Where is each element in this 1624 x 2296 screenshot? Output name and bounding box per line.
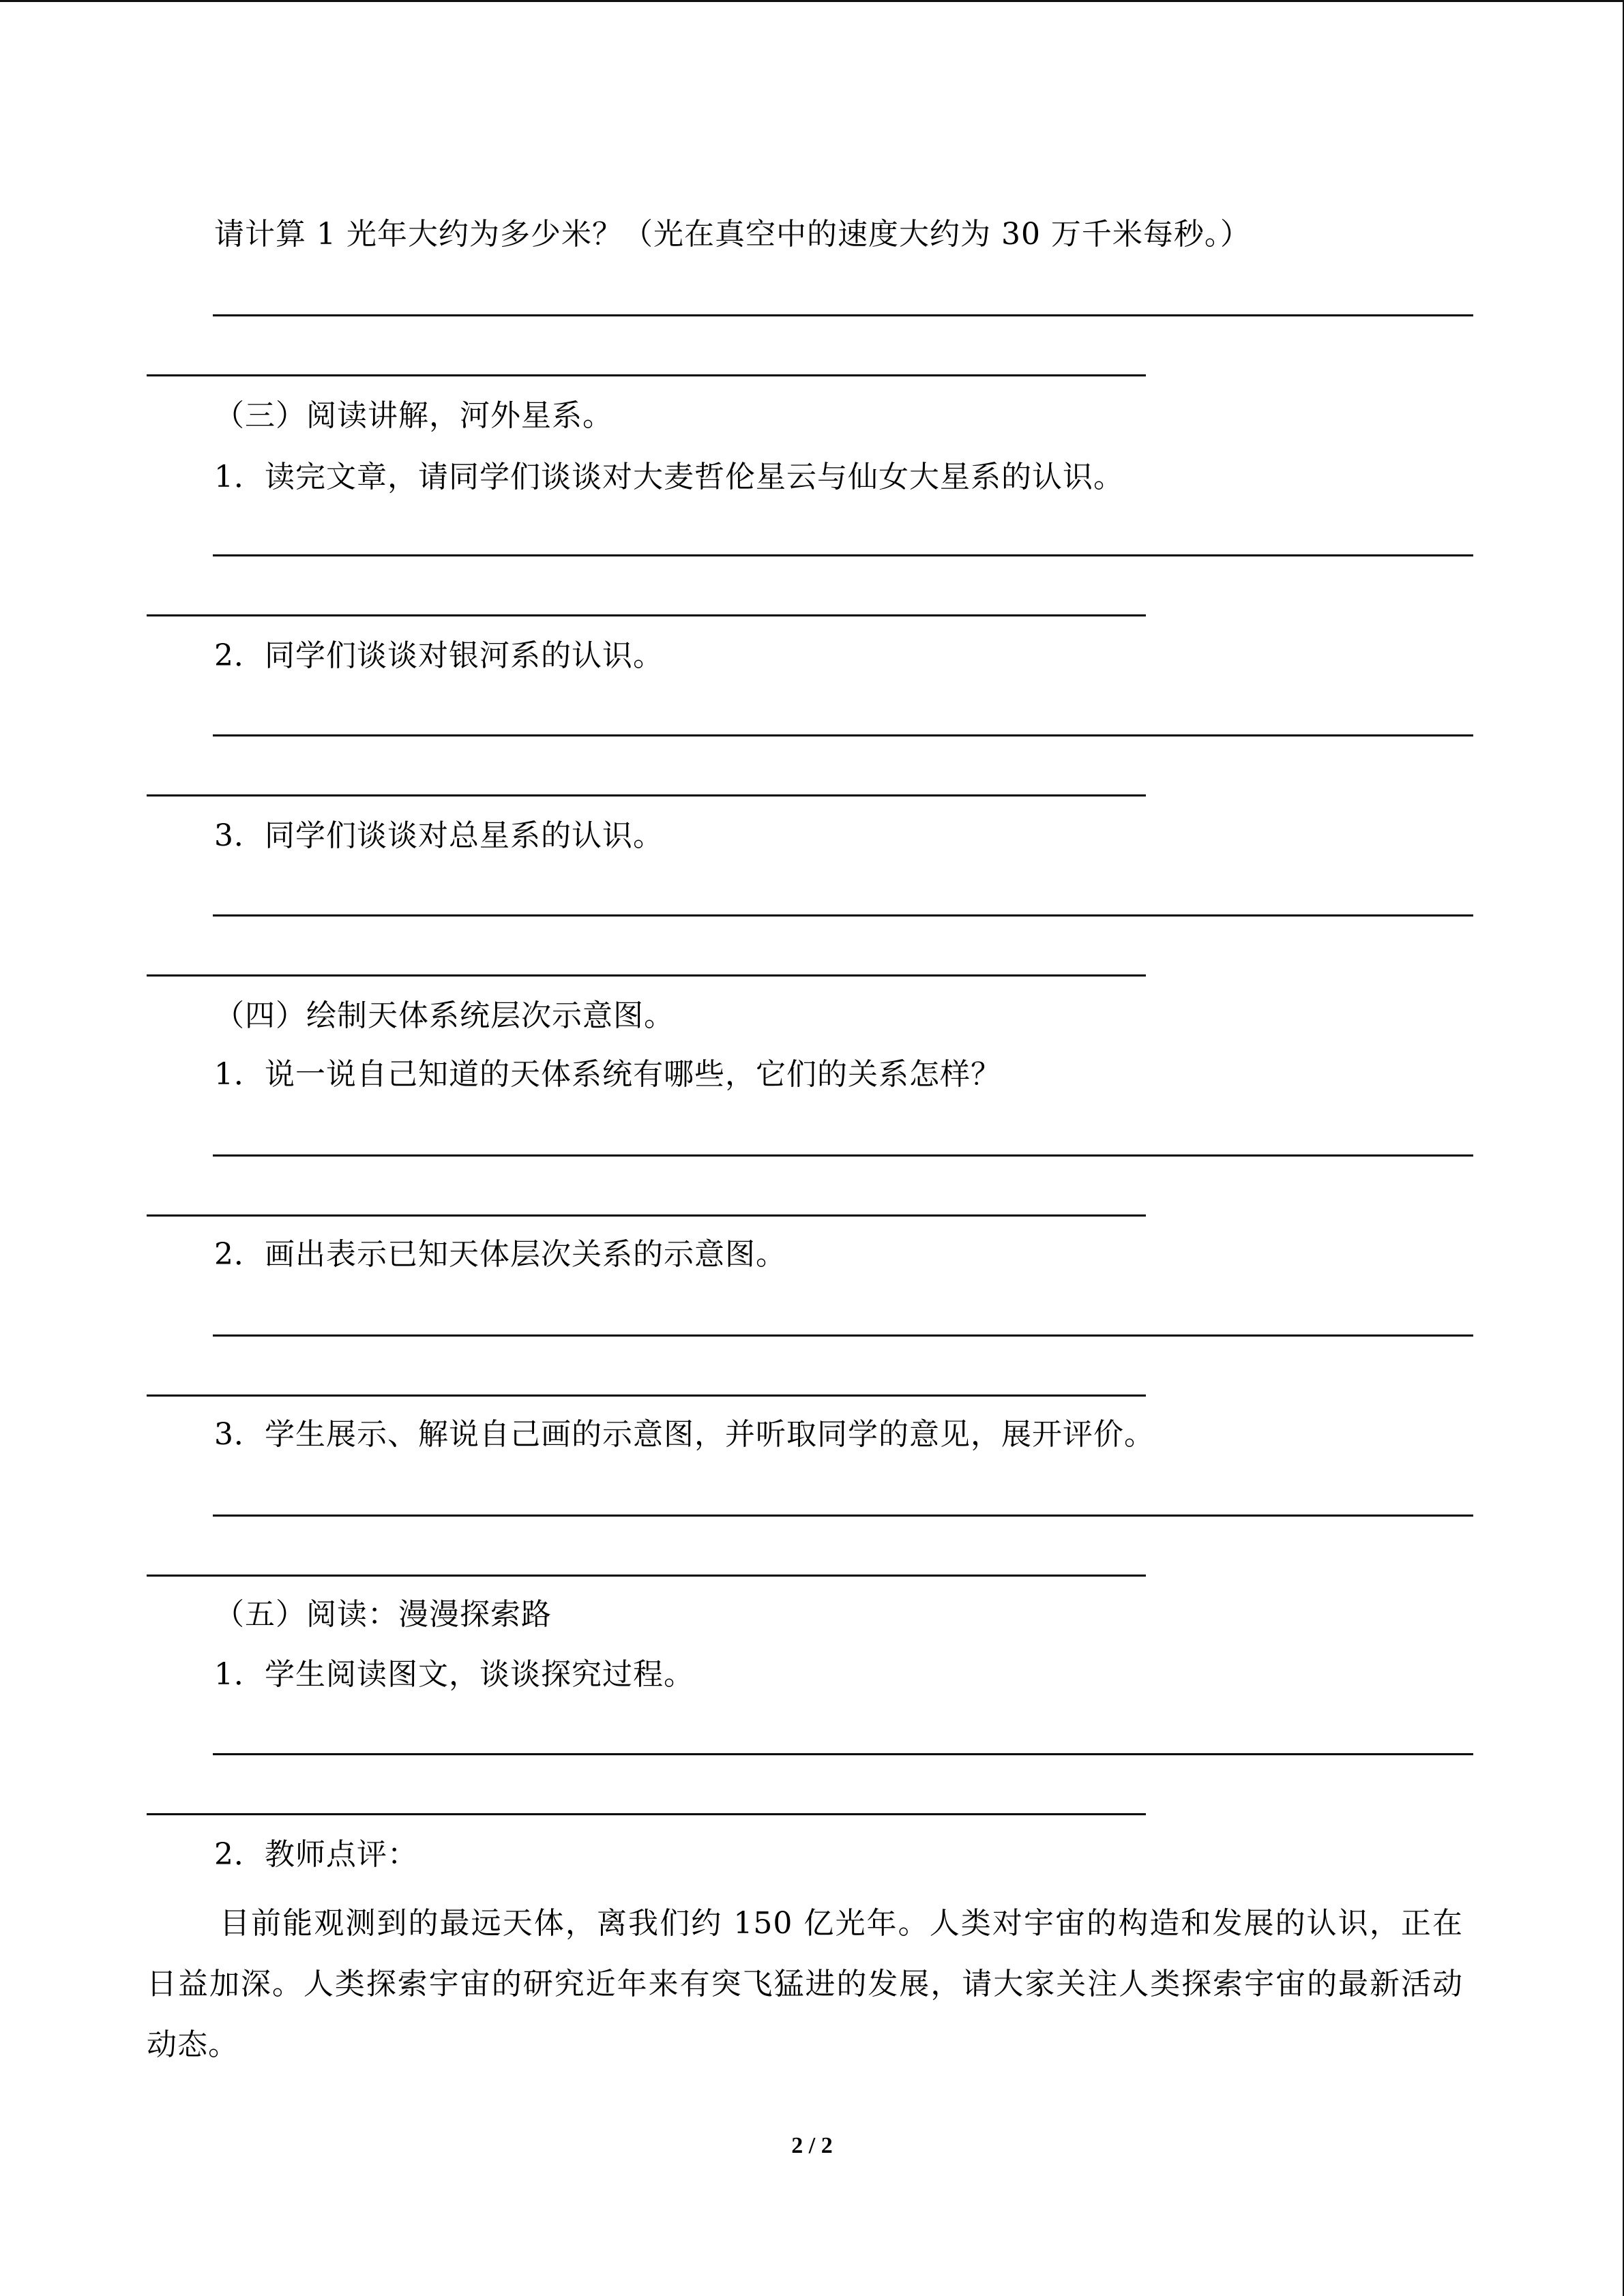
answer-line[interactable] xyxy=(147,1214,1146,1217)
answer-line[interactable] xyxy=(147,1395,1146,1397)
answer-line[interactable] xyxy=(147,1813,1146,1815)
answer-line[interactable] xyxy=(147,614,1146,616)
question-item: 1．学生阅读图文，谈谈探究过程。 xyxy=(214,1657,694,1692)
section-heading-4: （四）绘制天体系统层次示意图。 xyxy=(214,998,675,1033)
answer-line[interactable] xyxy=(213,1335,1473,1337)
page-number: 2 / 2 xyxy=(791,2133,833,2158)
question-item: 2．画出表示已知天体层次关系的示意图。 xyxy=(214,1237,786,1272)
question-item: 3．学生展示、解说自己画的示意图，并听取同学的意见，展开评价。 xyxy=(214,1417,1155,1452)
answer-line[interactable] xyxy=(147,974,1146,976)
question-item: 2．教师点评： xyxy=(214,1837,418,1872)
answer-line[interactable] xyxy=(213,1753,1473,1755)
answer-line[interactable] xyxy=(147,1575,1146,1577)
teacher-comment-paragraph: 目前能观测到的最远天体，离我们约 150 亿光年。人类对宇宙的构造和发展的认识，正在日益加深。人类探索宇宙的研究近年来有突飞猛进的发展，请大家关注人类探索宇宙的最新活动动态。 xyxy=(147,1906,1463,2062)
question-item: 2．同学们谈谈对银河系的认识。 xyxy=(214,638,664,673)
page-top-border xyxy=(0,0,1624,2)
section-heading-3: （三）阅读讲解，河外星系。 xyxy=(214,398,613,433)
answer-line[interactable] xyxy=(213,1515,1473,1517)
answer-line[interactable] xyxy=(147,794,1146,796)
answer-line[interactable] xyxy=(213,1154,1473,1157)
question-item: 3．同学们谈谈对总星系的认识。 xyxy=(214,818,664,853)
question-item: 1．读完文章，请同学们谈谈对大麦哲伦星云与仙女大星系的认识。 xyxy=(214,460,1124,494)
answer-line[interactable] xyxy=(213,914,1473,916)
answer-line[interactable] xyxy=(147,374,1146,376)
question-item: 1．说一说自己知道的天体系统有哪些，它们的关系怎样？ xyxy=(214,1057,1001,1092)
answer-line[interactable] xyxy=(213,314,1473,316)
answer-line[interactable] xyxy=(213,734,1473,736)
intro-question: 请计算 1 光年大约为多少米？（光在真空中的速度大约为 30 万千米每秒。） xyxy=(214,217,1251,252)
section-heading-5: （五）阅读：漫漫探索路 xyxy=(214,1597,552,1632)
answer-line[interactable] xyxy=(213,554,1473,556)
